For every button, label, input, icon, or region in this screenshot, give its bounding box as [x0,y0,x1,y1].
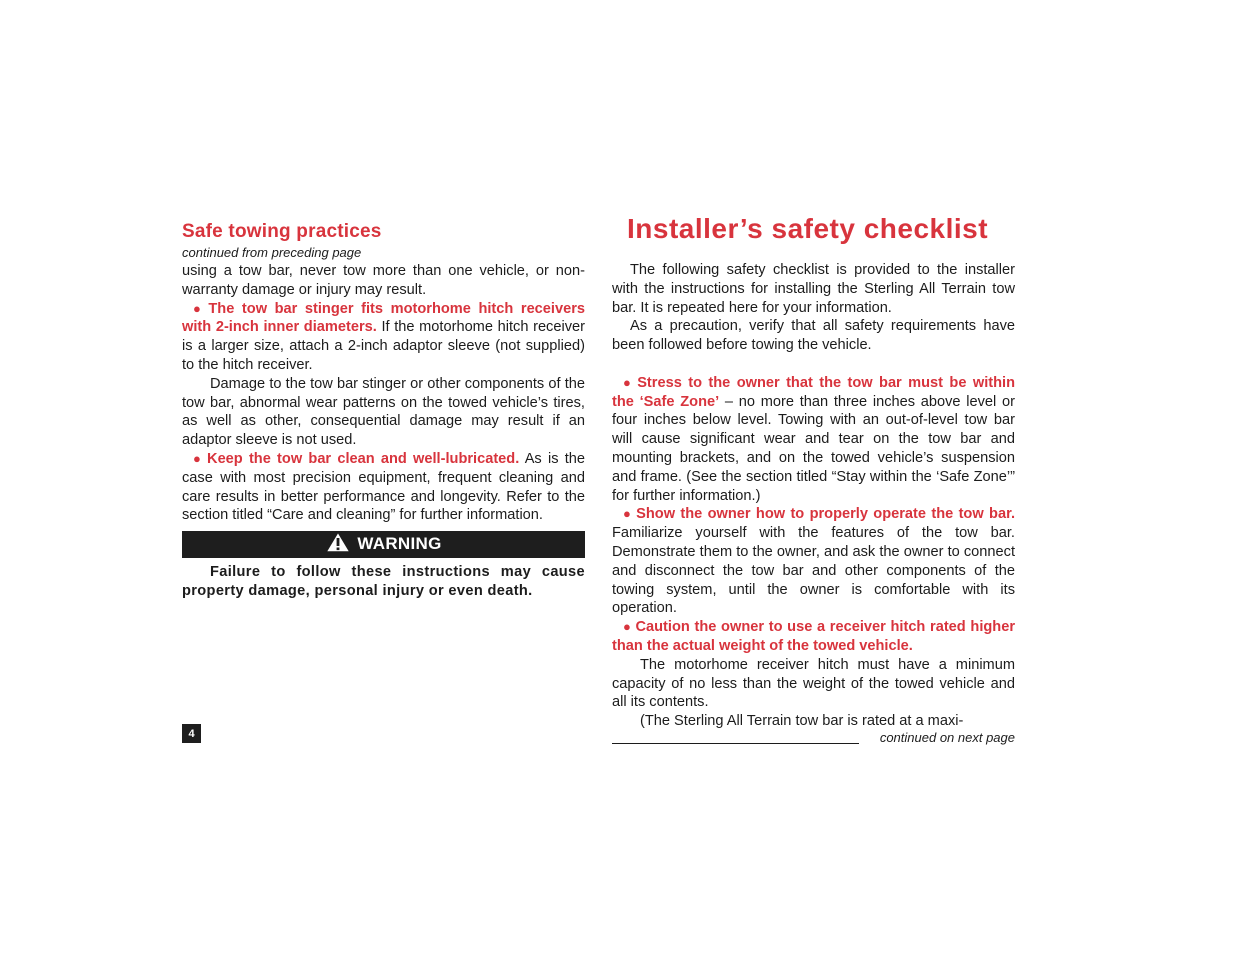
bullet-text: As is the case with most precision equipment, frequent cleaning and care results in better performance and longevity. Refer to the section titled “Care and cleaning” for further information. [182,450,585,524]
continued-from-note: continued from preceding page [182,245,362,260]
right-paragraph-4: (The Sterling All Terrain tow bar is rated at a maxi- [640,713,964,730]
section-title: Safe towing practices [182,221,382,242]
bullet-heading: Stress to the owner that the tow bar must be within the ‘Safe Zone’ [612,374,1015,410]
bullet-heading: Show the owner how to properly operate the tow bar. [636,506,1015,523]
checklist-item-safe-zone [612,374,1015,506]
right-column [612,212,1015,731]
bullet-heading: Caution the owner to use a receiver hitch rated higher than the actual weight of the towed vehicle. [612,619,1015,654]
warning-triangle-icon [325,531,351,559]
footer-divider [612,743,859,744]
warning-banner [182,531,585,558]
bullet-text: – no more than three inches above level or four inches below level. Towing with an out-of-level tow bar will cause significant wear and tear on the tow bar and mounting brackets, and on the towed vehicle’s suspension and frame. (See the section titled “Stay within the ‘Safe Zone’” for further information.) [612,393,1016,504]
bullet-icon: ● [623,619,632,635]
right-paragraph-3: The motorhome receiver hitch must have a minimum capacity of no less than the weight of the towed vehicle and all its contents. [612,656,1015,711]
page-title: Installer’s safety checklist [627,213,989,244]
left-paragraph-2: Damage to the tow bar stinger or other components of the tow bar, abnormal wear patterns on the towed vehicle’s tires, as well as other, consequential damage may result if an adaptor sleeve is not used. [182,375,585,449]
left-column [182,220,585,601]
bullet-icon: ● [623,506,633,522]
left-paragraph-1: using a tow bar, never tow more than one vehicle, or non-warranty damage or injury may result. [182,263,585,298]
bullet-icon: ● [193,450,204,466]
bullet-icon: ● [623,374,634,390]
checklist-item-operate [612,505,1015,618]
bullet-icon: ● [193,300,205,316]
intro-paragraph-1: The following safety checklist is provided to the installer with the instructions for installing the Sterling All Terrain tow bar. It is repeated here for your information. [612,262,1015,316]
bullet-heading: The tow bar stinger fits motorhome hitch receivers with 2-inch inner diameters. [182,300,586,336]
warning-text: Failure to follow these instructions may cause property damage, personal injury or even death. [182,564,585,599]
warning-label: WARNING [357,534,442,554]
left-bullet-2 [182,450,585,525]
intro-paragraph-2: As a precaution, verify that all safety requirements have been followed before towing the vehicle. [612,318,1015,354]
left-bullet-1 [182,300,585,375]
checklist-item-receiver-hitch [612,618,1015,656]
bullet-text: If the motorhome hitch receiver is a larger size, attach a 2-inch adaptor sleeve (not supplied) to the hitch receiver. [182,319,585,373]
bullet-text: Familiarize yourself with the features of the tow bar. Demonstrate them to the owner, and ask the owner to connect and disconnect the tow bar and other components of the towing system, until the owner is comfortable with its operation. [612,525,1015,617]
continued-next-note: continued on next page [879,730,1015,745]
page-number: 4 [182,724,201,743]
bullet-heading: Keep the tow bar clean and well-lubricated. [207,450,520,467]
